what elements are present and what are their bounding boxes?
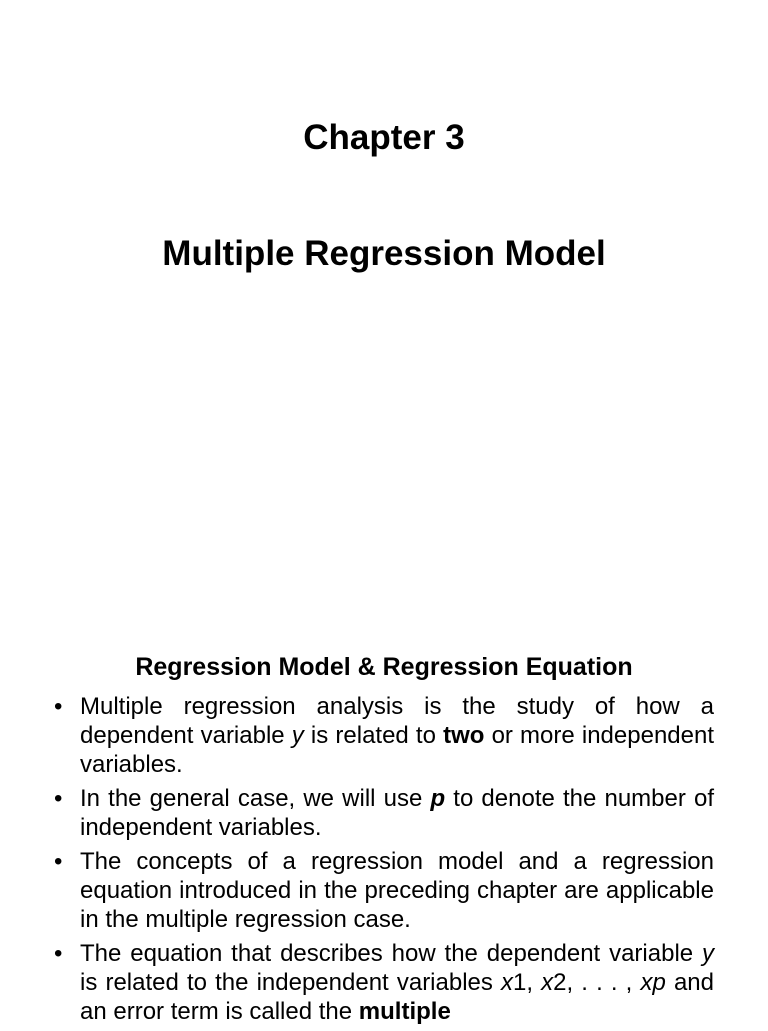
bullet-item-concepts-applicable <box>52 847 714 934</box>
variable-y: y <box>291 722 304 749</box>
bullet-text: is related to the independent variables <box>80 969 502 996</box>
variable-y: y <box>702 940 714 967</box>
bullet-marker-icon: • <box>54 848 63 875</box>
content-slide <box>0 628 768 1024</box>
bullet-list <box>52 692 714 1031</box>
bullet-item-multiple-regression-definition <box>52 692 714 779</box>
bullet-marker-icon: • <box>54 785 63 812</box>
variable-xp: xp <box>640 969 666 996</box>
emphasis-multiple: multiple <box>358 998 451 1025</box>
bullet-text: The equation that describes how the dependent variable <box>80 940 702 967</box>
deck-title: Multiple Regression Model <box>162 234 606 273</box>
bullet-text: and an error term is called the <box>80 969 714 1025</box>
chapter-title: Chapter 3 <box>303 118 465 157</box>
bullet-text: The concepts of a regression model and a regression equation introduced in the preceding chapter are applicable in the multiple regression case. <box>80 848 714 933</box>
bullet-marker-icon: • <box>54 693 63 720</box>
bullet-text: In the general case, we will use <box>80 785 431 812</box>
bullet-text: to denote the number of independent variables. <box>80 785 714 841</box>
bullet-text: is related to <box>303 722 444 749</box>
emphasis-two: two <box>443 722 485 749</box>
bullet-text: or more independent variables. <box>80 722 714 778</box>
bullet-text: 1, <box>513 969 542 996</box>
bullet-text: Multiple regression analysis is the study of how a dependent variable <box>80 693 714 749</box>
bullet-marker-icon: • <box>54 940 63 967</box>
section-heading: Regression Model & Regression Equation <box>135 653 633 681</box>
variable-x2: x <box>541 969 554 996</box>
variable-x1: x <box>501 969 514 996</box>
bullet-item-number-of-variables <box>52 784 714 842</box>
bullet-text: 2, . . . , <box>553 969 641 996</box>
variable-p: p <box>430 785 446 812</box>
bullet-item-model-equation <box>52 939 714 1026</box>
